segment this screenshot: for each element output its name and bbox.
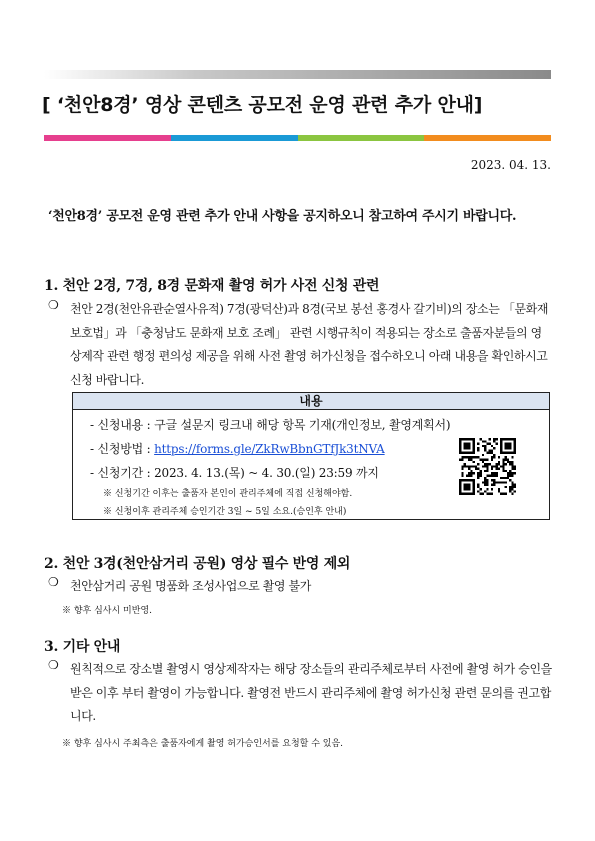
page-title: [ ‘천안8경’ 영상 콘텐츠 공모전 운영 관련 추가 안내] [42,94,483,116]
section-2-text: 천안삼거리 공원 명품화 조성사업으로 촬영 불가 [70,579,311,593]
section-2-note: ※ 향후 심사시 미반영. [62,606,152,616]
info-box-header: 내용 [73,393,549,410]
section-2-title: 2. 천안 3경(천안삼거리 공원) 영상 필수 반영 제외 [44,556,351,572]
intro-paragraph: ‘천안8경’ 공모전 운영 관련 추가 안내 사항을 공지하오니 참고하여 주시기 바랍니다. [48,209,517,224]
hollow-circle-icon: ❍ [48,658,59,672]
color-band-segment [44,135,171,141]
section-2-bullet [48,575,553,599]
info-item-content: - 신청내용 : 구글 설문지 링크내 해당 항목 기재(개인정보, 촬영계획서) [90,418,451,432]
info-item-period: - 신청기간 : 2023. 4. 13.(목) ~ 4. 30.(일) 23:59 까지 [90,466,379,480]
section-1-text: 천안 2경(천안유관순열사유적) 7경(광덕산)과 8경(국보 봉선 홍경사 갈기비)의 장소는 「문화재보호법」과 「충청남도 문화재 보호 조례」 관련 시행규칙이 적용되는 장소로 출품자분들의 영상제작 관련 행정 편의성 제공을 위해 사전 촬영 허가신청을 접수하오니 아래 내용을 확인하시고 신청 바랍니다. [70,302,549,387]
application-info-box [72,392,550,520]
section-1-bullet [48,298,553,392]
title-color-band [44,135,551,141]
hollow-circle-icon: ❍ [48,575,59,589]
color-band-segment [171,135,298,141]
title-gradient-bar [44,70,551,79]
info-item-method: - 신청방법 : https://forms.gle/ZkRwBbnGTfJk3tNVA [90,442,385,456]
section-3-bullet [48,658,553,729]
section-3-text: 원칙적으로 장소별 촬영시 영상제작자는 해당 장소들의 관리주체로부터 사전에 촬영 허가 승인을 받은 이후 부터 촬영이 가능합니다. 촬영전 반드시 관리주체에 촬영 허가신청 관련 문의를 권고합니다. [70,662,552,723]
section-3-note: ※ 향후 심사시 주최측은 출품자에게 촬영 허가승인서를 요청할 수 있음. [62,739,344,749]
info-note: ※ 신청이후 관리주체 승인기간 3일 ~ 5일 소요.(승인후 안내) [103,507,347,517]
color-band-segment [298,135,425,141]
qr-code-icon[interactable] [459,438,516,495]
document-date: 2023. 04. 13. [470,158,551,172]
color-band-segment [424,135,551,141]
hollow-circle-icon: ❍ [48,298,59,312]
section-1-title: 1. 천안 2경, 7경, 8경 문화재 촬영 허가 사전 신청 관련 [44,278,380,294]
section-3-title: 3. 기타 안내 [44,639,121,655]
application-form-link[interactable]: https://forms.gle/ZkRwBbnGTfJk3tNVA [154,442,385,456]
info-note: ※ 신청기간 이후는 출품자 본인이 관리주체에 직접 신청해야함. [103,489,353,499]
